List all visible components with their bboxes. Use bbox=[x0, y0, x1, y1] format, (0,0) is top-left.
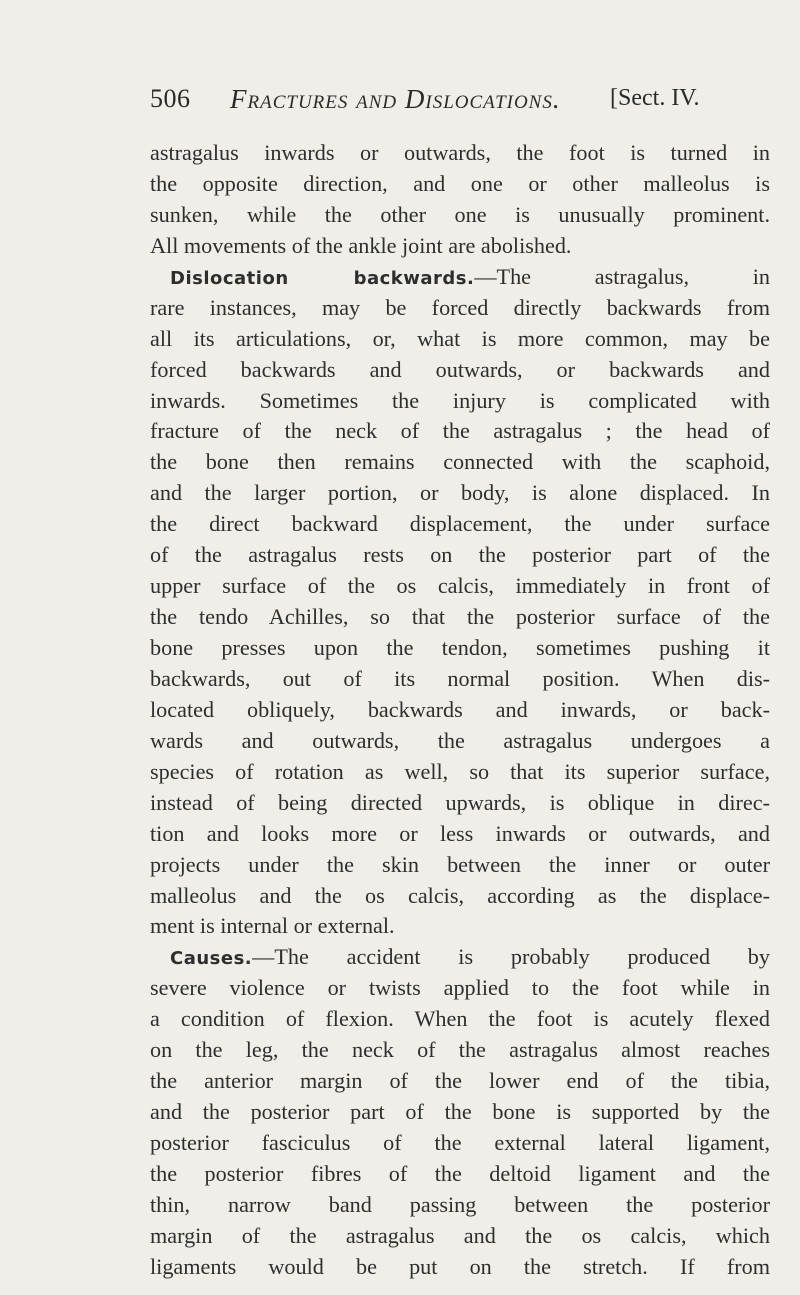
line-text: the bone then remains connected with the scaphoid, bbox=[150, 449, 770, 475]
line-text: a condition of flexion. When the foot is acutely flexed bbox=[150, 1006, 770, 1032]
text-line bbox=[150, 664, 770, 695]
line-text: —The astragalus, in bbox=[474, 263, 770, 289]
line-text: astragalus inwards or outwards, the foot is turned in bbox=[150, 140, 770, 165]
text-line bbox=[150, 169, 770, 200]
page-number: 506 bbox=[150, 84, 191, 113]
text-line bbox=[150, 262, 770, 293]
line-text: thin, narrow band passing between the posterior bbox=[150, 1191, 770, 1217]
text-line bbox=[150, 416, 770, 447]
line-text: sunken, while the other one is unusually prominent. bbox=[150, 201, 770, 227]
line-text: inwards. Sometimes the injury is complicated with bbox=[150, 387, 770, 413]
text-line bbox=[150, 200, 770, 231]
line-text: —The accident is probably produced by bbox=[252, 944, 770, 970]
line-text: All movements of the ankle joint are abolished. bbox=[150, 232, 572, 258]
line-text: malleolus and the os calcis, according as the displace- bbox=[150, 882, 770, 908]
line-text: wards and outwards, the astragalus undergoes a bbox=[150, 727, 770, 753]
section-label: [Sect. IV. bbox=[610, 85, 700, 111]
text-line bbox=[150, 1221, 770, 1252]
text-line bbox=[150, 231, 770, 262]
text-line bbox=[150, 540, 770, 571]
text-line bbox=[150, 757, 770, 788]
line-text: ligaments would be put on the stretch. If from bbox=[150, 1253, 770, 1279]
body-text bbox=[150, 138, 770, 1283]
text-line bbox=[150, 138, 770, 169]
line-text: of the astragalus rests on the posterior part of the bbox=[150, 542, 770, 568]
line-text: the posterior fibres of the deltoid ligament and the bbox=[150, 1160, 770, 1186]
text-line bbox=[150, 973, 770, 1004]
text-line bbox=[150, 602, 770, 633]
line-text: projects under the skin between the inner or outer bbox=[150, 851, 770, 877]
text-line bbox=[150, 633, 770, 664]
line-text: and the posterior part of the bone is supported by the bbox=[150, 1099, 770, 1125]
text-line bbox=[150, 881, 770, 912]
page-header bbox=[150, 84, 770, 120]
line-text: forced backwards and outwards, or backwards and bbox=[150, 356, 770, 382]
text-line bbox=[150, 911, 770, 942]
line-text: bone presses upon the tendon, sometimes pushing it bbox=[150, 635, 770, 660]
text-line bbox=[150, 509, 770, 540]
line-text: severe violence or twists applied to the foot while in bbox=[150, 975, 770, 1001]
text-line bbox=[150, 355, 770, 386]
line-text: rare instances, may be forced directly backwards from bbox=[150, 294, 770, 320]
text-line bbox=[150, 293, 770, 324]
line-text: margin of the astragalus and the os calcis, which bbox=[150, 1222, 770, 1248]
line-text: all its articulations, or, what is more common, may be bbox=[150, 325, 770, 351]
text-line bbox=[150, 819, 770, 850]
line-text: instead of being directed upwards, is oblique in direc- bbox=[150, 789, 770, 815]
text-line bbox=[150, 1128, 770, 1159]
text-line bbox=[150, 386, 770, 417]
text-line bbox=[150, 726, 770, 757]
text-line bbox=[150, 695, 770, 726]
line-text: species of rotation as well, so that its superior surface, bbox=[150, 758, 770, 784]
line-text: the opposite direction, and one or other malleolus is bbox=[150, 170, 770, 196]
running-title: Fractures and Dislocations. bbox=[230, 84, 561, 114]
text-line bbox=[150, 1004, 770, 1035]
text-line bbox=[150, 1190, 770, 1221]
text-line bbox=[150, 1252, 770, 1283]
section-heading: Dislocation backwards. bbox=[170, 267, 475, 289]
text-line bbox=[150, 1159, 770, 1190]
text-line bbox=[150, 942, 770, 973]
line-text: on the leg, the neck of the astragalus almost reaches bbox=[150, 1037, 770, 1063]
text-line bbox=[150, 850, 770, 881]
text-line bbox=[150, 1035, 770, 1066]
line-text: upper surface of the os calcis, immediately in front of bbox=[150, 573, 770, 599]
line-text: located obliquely, backwards and inwards, or back- bbox=[150, 696, 770, 722]
text-line bbox=[150, 1097, 770, 1128]
line-text: fracture of the neck of the astragalus ; the head of bbox=[150, 418, 770, 444]
line-text: ment is internal or external. bbox=[150, 913, 395, 939]
section-heading: Causes. bbox=[170, 948, 253, 970]
text-line bbox=[150, 571, 770, 602]
text-line bbox=[150, 447, 770, 478]
line-text: posterior fasciculus of the external lateral ligament, bbox=[150, 1130, 770, 1155]
line-text: tion and looks more or less inwards or outwards, and bbox=[150, 820, 770, 846]
text-line bbox=[150, 478, 770, 509]
text-line bbox=[150, 788, 770, 819]
text-line bbox=[150, 1066, 770, 1097]
text-line bbox=[150, 324, 770, 355]
line-text: backwards, out of its normal position. When dis- bbox=[150, 665, 770, 691]
line-text: and the larger portion, or body, is alone displaced. In bbox=[150, 480, 770, 506]
line-text: the tendo Achilles, so that the posterior surface of the bbox=[150, 604, 770, 630]
line-text: the direct backward displacement, the under surface bbox=[150, 511, 770, 537]
line-text: the anterior margin of the lower end of the tibia, bbox=[150, 1068, 770, 1094]
